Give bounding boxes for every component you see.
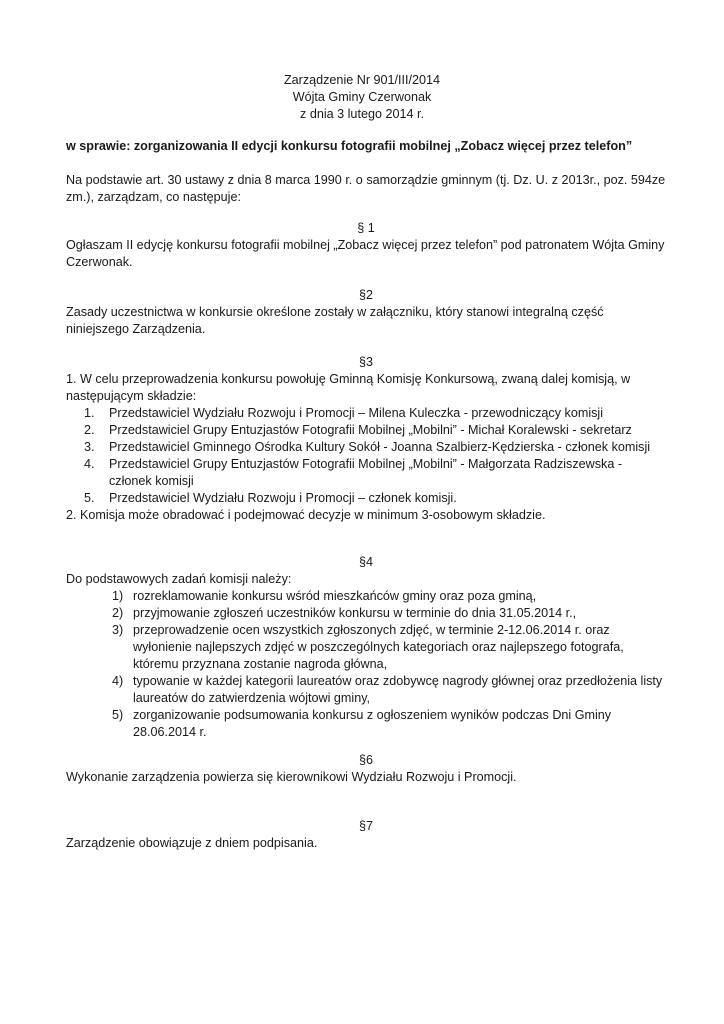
section-3 [66,354,666,524]
list-item-number: 2. [84,423,95,437]
commission-members-list [66,405,666,507]
list-item-text: przyjmowanie zgłoszeń uczestników konkursu w terminie do dnia 31.05.2014 r., [133,606,577,620]
subject-line: w sprawie: zorganizowania II edycji konkursu fotografii mobilnej „Zobacz więcej przez telefon” [66,139,633,153]
list-item [66,673,666,707]
list-item-text: Przedstawiciel Grupy Entuzjastów Fotografii Mobilnej „Mobilni” - Małgorzata Radziszewska - członek komisji [109,457,623,488]
list-item-number: 5. [84,491,95,505]
section-2-text: Zasady uczestnictwa w konkursie określone zostały w załączniku, który stanowi integralną część niniejszego Zarządzenia. [66,305,604,336]
list-item [66,456,666,490]
section-6-text: Wykonanie zarządzenia powierza się kierownikowi Wydziału Rozwoju i Promocji. [66,770,517,784]
section-4-intro: Do podstawowych zadań komisji należy: [66,572,292,586]
list-item-number: 3. [84,440,95,454]
list-item-number: 5) [112,708,124,722]
section-1 [66,220,666,271]
list-item-number: 2) [112,606,124,620]
section-1-heading: § 1 [357,221,375,235]
list-item [66,707,666,741]
issue-date: z dnia 3 lutego 2014 r. [300,107,424,121]
list-item-text: Przedstawiciel Grupy Entuzjastów Fotografii Mobilnej „Mobilni” - Michał Koralewski - sekretarz [109,423,632,437]
section-3-intro: 1. W celu przeprowadzenia konkursu powołuję Gminną Komisję Konkursową, zwaną dalej komisją, w następującym składzie: [66,372,631,403]
list-item-text: zorganizowanie podsumowania konkursu z ogłoszeniem wyników podczas Dni Gminy 28.06.2014 r. [133,708,612,739]
list-item-text: przeprowadzenie ocen wszystkich zgłoszonych zdjęć, w terminie 2-12.06.2014 r. oraz wyłonienie najlepszych zdjęć w poszczególnych kategoriach oraz najlepszego fotografa, któremu przyznana zostanie nagroda główna, [133,623,624,671]
list-item-text: Przedstawiciel Gminnego Ośrodka Kultury Sokół - Joanna Szalbierz-Kędzierska - członek komisji [109,440,651,454]
list-item-number: 1. [84,406,95,420]
list-item-text: rozreklamowanie konkursu wśród mieszkańców gminy oraz poza gminą, [133,589,537,603]
section-7-heading: §7 [358,819,373,833]
section-6-heading: §6 [358,753,373,767]
list-item-text: Przedstawiciel Wydziału Rozwoju i Promocji – Milena Kuleczka - przewodniczący komisji [109,406,604,420]
section-1-text: Ogłaszam II edycję konkursu fotografii mobilnej „Zobacz więcej przez telefon” pod patronatem Wójta Gminy Czerwonak. [66,238,665,269]
section-2-heading: §2 [358,288,373,302]
issuer: Wójta Gminy Czerwonak [292,90,432,104]
list-item [66,588,666,605]
list-item-text: typowanie w każdej kategorii laureatów oraz zdobywcę nagrody głównej oraz przedłożenia listy laureatów do zatwierdzenia wójtowi gminy, [133,674,663,705]
list-item [66,605,666,622]
list-item [66,490,666,507]
list-item [66,422,666,439]
section-2 [66,287,666,338]
legal-basis: Na podstawie art. 30 ustawy z dnia 8 marca 1990 r. o samorządzie gminnym (tj. Dz. U. z 2013r., poz. 594ze zm.), zarządzam, co następuje: [66,173,666,204]
section-6 [66,752,666,786]
section-4 [66,554,666,741]
list-item-number: 4. [84,457,95,471]
ordinance-number: Zarządzenie Nr 901/III/2014 [283,73,441,87]
list-item-number: 3) [112,623,124,637]
section-3-heading: §3 [358,355,373,369]
section-3-outro: 2. Komisja może obradować i podejmować decyzje w minimum 3-osobowym składzie. [66,508,546,522]
document-header [0,72,724,123]
list-item-number: 1) [112,589,124,603]
list-item-text: Przedstawiciel Wydziału Rozwoju i Promocji – członek komisji. [109,491,457,505]
list-item [66,405,666,422]
list-item [66,622,666,673]
commission-tasks-list [66,588,666,741]
section-7-text: Zarządzenie obowiązuje z dniem podpisania. [66,836,318,850]
section-7 [66,818,666,852]
list-item-number: 4) [112,674,124,688]
list-item [66,439,666,456]
section-4-heading: §4 [358,555,373,569]
